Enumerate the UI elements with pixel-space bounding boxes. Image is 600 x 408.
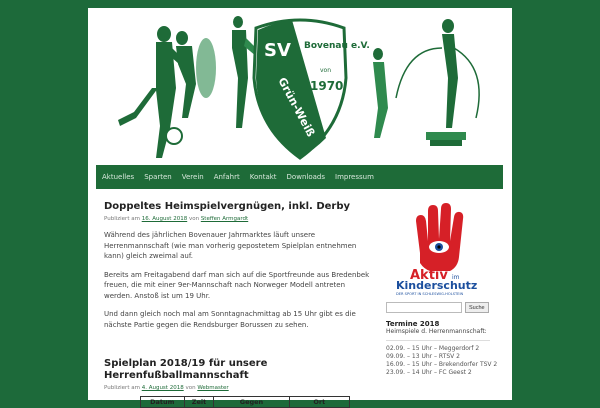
post-author-link[interactable]: Webmaster xyxy=(197,385,229,391)
hand-icon xyxy=(386,201,496,296)
crest-gruen-weiss-text: Grün-Weiß xyxy=(275,75,318,139)
crest-founded-label: von xyxy=(320,67,332,74)
col-gegen: Gegen xyxy=(214,397,289,407)
banner-artwork xyxy=(96,8,504,165)
divider xyxy=(386,340,490,341)
match-entry: 23.09. – 14 Uhr – FC Geest 2 xyxy=(386,369,472,376)
post-meta: Publiziert am 16. August 2018 von Steffen Armgardt xyxy=(104,216,249,222)
col-datum: Datum xyxy=(141,397,185,407)
nav-item-impressum[interactable]: Impressum xyxy=(335,173,374,181)
post-paragraph: Bereits am Freitagabend darf man sich auf die Sportfreunde aus Bredenbek freuen, die mit einer 9er-Mannschaft nach Norweger Modell antreten werden. Anstoß ist um 19 Uhr. xyxy=(104,270,370,300)
crest-sv-text: SV xyxy=(264,40,291,61)
post-date-link[interactable]: 16. August 2018 xyxy=(141,216,188,222)
post-author-link[interactable]: Steffen Armgardt xyxy=(200,216,249,222)
post-date-link[interactable]: 4. August 2018 xyxy=(141,385,184,391)
nav-item-sparten[interactable]: Sparten xyxy=(144,173,172,181)
sidebar xyxy=(386,201,506,377)
col-ort: Ort xyxy=(313,398,326,406)
crest-founded-year: 1970 xyxy=(310,79,344,93)
nav-item-kontakt[interactable]: Kontakt xyxy=(249,173,277,181)
post-paragraph: Und dann gleich noch mal am Sonntagnachmittag ab 15 Uhr gibt es die nächste Partie gegen die Rendsburger Borussen zu sehen. xyxy=(104,310,356,329)
logo-kinderschutz-text: Kinderschutz xyxy=(396,279,478,292)
crest-club-name: Bovenau e.V. xyxy=(304,41,370,51)
nav-item-downloads[interactable]: Downloads xyxy=(286,173,325,181)
post-meta: Publiziert am 4. August 2018 von Webmaster xyxy=(104,385,229,391)
post-title[interactable]: Doppeltes Heimspielvergnügen, inkl. Derby xyxy=(104,201,351,212)
post-spielplan xyxy=(104,358,372,408)
athletes-left-illustration xyxy=(118,16,272,158)
post-paragraph: Während des jährlichen Bovenauer Jahrmarktes läuft unsere Herrenmannschaft (wie man vorherig gepostetem Spielplan entnehmen kann) gleich zweimal auf. xyxy=(104,231,357,260)
search-input[interactable] xyxy=(386,302,462,313)
logo-aktiv-text: Aktiv xyxy=(410,268,448,283)
club-crest xyxy=(254,20,370,158)
match-entry: 09.09. – 13 Uhr – RTSV 2 xyxy=(386,353,460,360)
col-zeit: Zeit xyxy=(185,397,215,407)
logo-tagline-text: DER SPORT IN SCHLESWIG-HOLSTEIN xyxy=(396,292,464,296)
widget-title: Termine 2018 xyxy=(386,320,440,328)
nav-item-verein[interactable]: Verein xyxy=(181,173,204,181)
page-container xyxy=(88,8,512,406)
logo-im-text: im xyxy=(452,274,460,281)
kinderschutz-logo[interactable] xyxy=(386,201,496,296)
nav-item-aktuelles[interactable]: Aktuelles xyxy=(102,173,135,181)
search-form xyxy=(386,302,506,313)
athletes-right-illustration xyxy=(373,19,479,146)
search-button[interactable]: Suche xyxy=(465,302,489,313)
match-entry: 16.09. – 15 Uhr – Brekendorfer TSV 2 xyxy=(386,361,498,368)
main-navigation xyxy=(96,165,503,189)
post-derby xyxy=(104,201,372,330)
widget-subtitle: Heimspiele d. Herrenmannschaft: xyxy=(386,328,487,335)
schedule-table-header xyxy=(140,396,350,408)
post-title[interactable]: Spielplan 2018/19 für unsere Herrenfußballmannschaft xyxy=(104,358,268,381)
header-banner xyxy=(96,8,504,165)
match-entry: 02.09. – 15 Uhr – Meggerdorf 2 xyxy=(386,345,480,352)
nav-item-anfahrt[interactable]: Anfahrt xyxy=(213,173,240,181)
